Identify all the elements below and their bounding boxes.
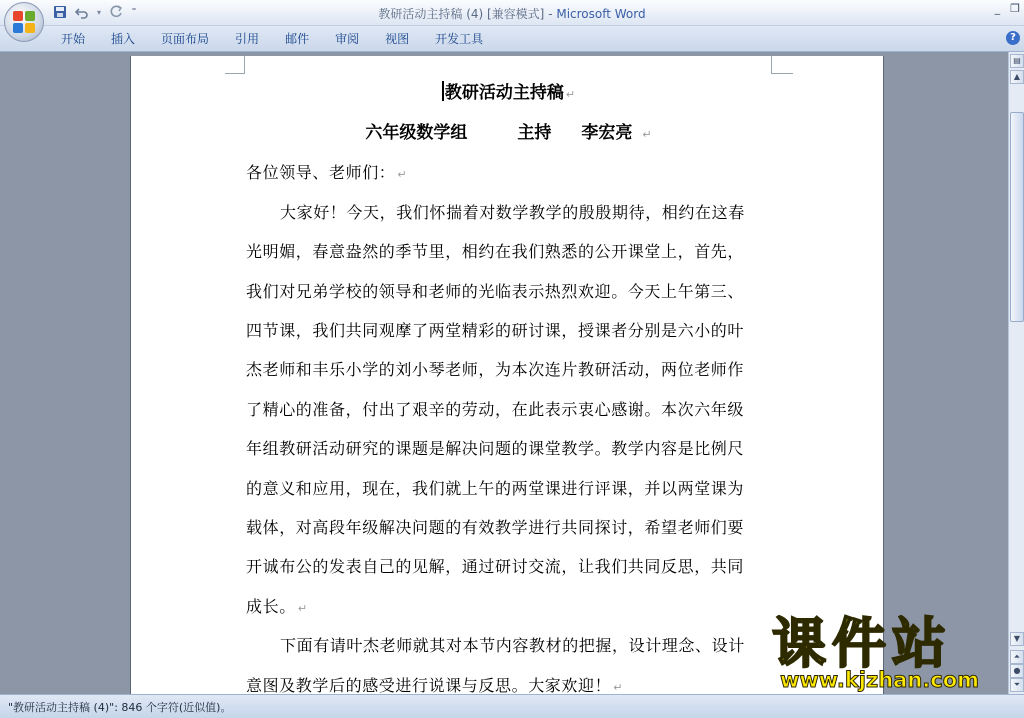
next-page-icon[interactable]: ⏷ (1010, 678, 1024, 692)
tab-mailings[interactable]: 邮件 (285, 32, 310, 46)
document-line: 了精心的准备，付出了艰辛的劳动，在此表示衷心感谢。本次六年级 (246, 400, 745, 419)
tab-page-layout[interactable]: 页面布局 (161, 32, 210, 46)
paragraph-mark: ↵ (613, 681, 624, 694)
text-cursor (442, 81, 444, 101)
ribbon-tabs (48, 31, 496, 47)
document-line: 的意义和应用，现在，我们就上午的两堂课进行评课，并以两堂课为 (246, 479, 745, 498)
watermark-logo (772, 614, 1008, 694)
paragraph-mark: ↵ (565, 88, 576, 101)
paragraph-mark: ↵ (642, 128, 652, 141)
tab-review[interactable]: 审阅 (335, 32, 360, 46)
document-name: 教研活动主持稿 (4) [兼容模式] (378, 7, 545, 21)
document-line: 各位领导、老师们： ↵ (246, 163, 408, 182)
document-line: 开诚布公的发表自己的见解，通过研讨交流，让我们共同反思，共同 (246, 557, 745, 576)
application-name: Microsoft Word (556, 7, 646, 21)
tab-developer[interactable]: 开发工具 (435, 32, 484, 46)
document-line: 载体，对高段年级解决问题的有效教学进行共同探讨，希望老师们要 (246, 518, 745, 537)
status-bar (0, 694, 1024, 718)
document-line: 意图及教学后的感受进行说课与反思。大家欢迎！ ↵ (246, 676, 624, 694)
previous-page-icon[interactable]: ⏶ (1010, 650, 1024, 664)
vertical-scrollbar[interactable] (1008, 52, 1024, 694)
window-controls (995, 2, 1020, 15)
document-line: 成长。 ↵ (246, 597, 308, 616)
paragraph-mark: ↵ (297, 602, 308, 615)
paragraph-mark: ↵ (397, 168, 408, 181)
crop-mark-top-right (771, 56, 793, 74)
document-title-text: 教研活动主持稿 (444, 83, 564, 103)
scroll-up-icon[interactable]: ▲ (1010, 70, 1024, 84)
watermark-url: www.kjzhan.com (780, 668, 980, 692)
select-browse-object-icon[interactable]: ● (1010, 664, 1024, 678)
document-workarea (0, 52, 1008, 694)
restore-button[interactable]: ❐ (1010, 2, 1020, 15)
window-title (0, 5, 1024, 22)
document-line: 杰老师和丰乐小学的刘小琴老师，为本次连片教研活动，两位老师作 (246, 360, 745, 379)
document-line: 下面有请叶杰老师就其对本节内容教材的把握，设计理念、设计 (280, 636, 745, 655)
document-line: 大家好！今天，我们怀揣着对数学教学的殷殷期待，相约在这春 (280, 203, 745, 222)
ribbon (0, 26, 1024, 52)
subtitle-name: 李宏亮 (581, 123, 633, 143)
scroll-down-icon[interactable]: ▼ (1010, 632, 1024, 646)
customize-qat-icon[interactable]: ⁼ (131, 7, 137, 17)
tab-home[interactable]: 开始 (61, 32, 86, 46)
document-title (246, 78, 771, 103)
ruler-toggle-icon[interactable]: ▤ (1010, 54, 1024, 68)
document-line: 我们对兄弟学校的领导和老师的光临表示热烈欢迎。今天上午第三、 (246, 282, 745, 301)
tab-insert[interactable]: 插入 (111, 32, 136, 46)
title-bar (0, 0, 1024, 26)
minimize-button[interactable]: _ (994, 2, 1001, 15)
help-icon[interactable]: ? (1006, 31, 1020, 45)
word-count-status[interactable]: "教研活动主持稿 (4)": 846 个字符(近似值)。 (8, 701, 232, 714)
crop-mark-top-left (225, 56, 245, 74)
tab-references[interactable]: 引用 (235, 32, 260, 46)
document-line: 年组教研活动研究的课题是解决问题的课堂教学。教学内容是比例尺 (246, 439, 745, 458)
undo-dropdown-icon[interactable]: ▾ (96, 7, 101, 17)
scrollbar-thumb[interactable] (1010, 112, 1024, 322)
document-line: 四节课，我们共同观摩了两堂精彩的研讨课，授课者分别是六小的叶 (246, 321, 745, 340)
document-line: 光明媚，春意盎然的季节里，相约在我们熟悉的公开课堂上，首先， (246, 242, 745, 261)
office-button[interactable] (4, 2, 44, 42)
subtitle-role: 主持 (517, 123, 552, 143)
tab-view[interactable]: 视图 (385, 32, 410, 46)
subtitle-group: 六年级数学组 (365, 123, 468, 143)
title-separator: - (544, 7, 557, 21)
document-subtitle (246, 118, 771, 143)
watermark-brand: 课件站 (772, 612, 952, 675)
document-page[interactable] (131, 56, 883, 694)
office-logo-icon (13, 11, 35, 33)
